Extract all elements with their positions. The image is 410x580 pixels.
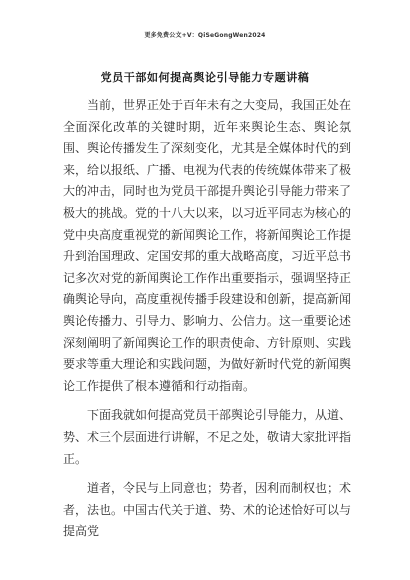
header-note: 更多免费公文+V：QiSeGongWen2024 [144,32,266,39]
document-body [63,95,351,551]
body-paragraph: 当前，世界正处于百年未有之大变局，我国正处在全面深化改革的关键时期，近年来舆论生态、舆论氛围、舆论传播发生了深刻变化，尤其是全媒体时代的到来，给以报纸、广播、电视为代表的传统媒体带来了极大的冲击，同时也为党员干部提升舆论引导能力带来了极大的挑战。党的十八大以来，以习近平同志为核心的党中央高度重视党的新闻舆论工作，将新闻舆论工作提升到治国理政、定国安邦的重大战略高度，习近平总书记多次对党的新闻舆论工作作出重要指示，强调坚持正确舆论导向，高度重视传播手段建设和创新，提高新闻舆论传播力、引导力、影响力、公信力。这一重要论述深刻阐明了新闻舆论工作的职责使命、方针原则、实践要求等重大理论和实践问题，为做好新时代党的新闻舆论工作提供了根本遵循和行动指南。 [63,98,352,393]
body-paragraph: 道者，令民与上同意也；势者，因利而制权也；术者，法也。中国古代关于道、势、术的论述恰好可以与提高党 [63,481,352,539]
document-title: 党员干部如何提高舆论引导能力专题讲稿 [100,71,310,84]
body-paragraph: 下面我就如何提高党员干部舆论引导能力，从道、势、术三个层面进行讲解，不足之处，敬请大家批评指正。 [63,408,352,466]
